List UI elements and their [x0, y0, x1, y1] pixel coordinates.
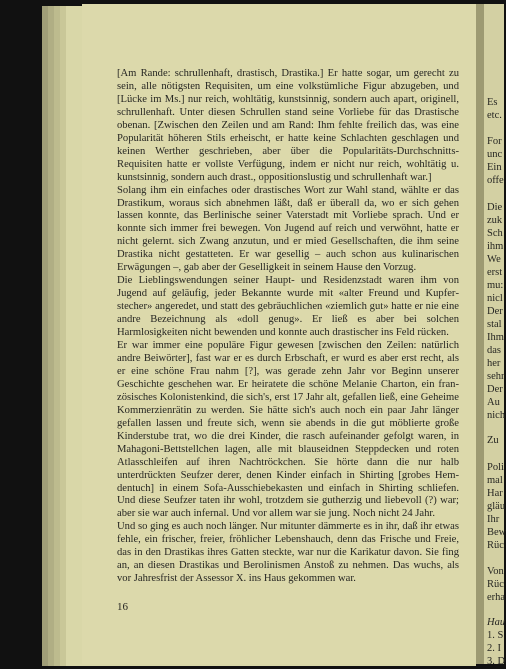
right-page-fragment: Bew — [487, 527, 506, 538]
right-page-fragment: 1. S — [487, 630, 504, 641]
paragraph: Und so ging es auch noch länger. Nur mitunter dämmerte es in ihr, daß ihr etwas fehle, ein frischer, freier, fröhlicher Lebenshauch, denn das Frische und Freie, das in den Drastikas ihres Gatten steckte, war nur die Karikatur davon. Sie fing an, an diesen Drastikas und Berolinismen Anstoß zu nehmen. Das wuchs, als vor Jahresfrist der Assessor X. ins Haus gekommen war. — [117, 521, 459, 585]
book-page-left — [82, 4, 484, 664]
right-page-fragment: Der — [487, 384, 503, 395]
right-page-fragment: unc — [487, 149, 503, 160]
book-page-right — [484, 4, 506, 667]
right-page-fragment: erha — [487, 592, 506, 603]
paragraph: [Am Rande: schrullenhaft, drastisch, Drastika.] Er hatte sogar, um gerecht zu sein, alle nötigsten Requisiten, um eine volkstümliche Figur abzugeben, und [Lücke im Ms.] nur reich, wohltätig, kunstsinnig, sondern auch apart, originell, schrullenhaft. Unter diesen Schrullen stand seine Vorliebe für das Drastische obenan. [Zwischen den Zeilen und am Rand: Ihm fehlte freilich das, was eine Popularität höheren Stils erheischt, er hatte keine Schlachten geschlagen und keinen Werther geschrieben, aber über die Popularitäts-Durchschnitts-Requisiten hatte er vollste Verfügung, indem er nicht nur reich, wohltätig u. kunstsinnig, sondern auch drast., oppositionslustig und schrullenhaft war.] — [117, 68, 459, 183]
right-page-fragment: Es — [487, 97, 498, 108]
page-number: 16 — [117, 601, 128, 613]
right-page-fragment: Au — [487, 397, 500, 408]
right-page-fragment: her — [487, 358, 501, 369]
right-page-fragment: etc. — [487, 110, 502, 121]
right-page-fragment: sehr — [487, 371, 505, 382]
right-page-fragment: Hau — [487, 617, 506, 628]
right-page-fragment: nich — [487, 410, 506, 421]
paragraph: Die Lieblingswendungen seiner Haupt- und Residenzstadt waren ihm von Jugend auf geläufig, jeder Bekannte wurde mit «alter Freund und Kupferstecher» angeredet, und statt des gebräuchlichen «ziemlich gut» hatte er nie eine andre Bezeichnung als «doll genug». Er ließ es aber bei solchen Harmlosigkeiten nicht bewenden und konnte auch drastischer ins Feld rücken. — [117, 275, 459, 339]
right-page-fragment: Ihr — [487, 514, 500, 525]
right-page-fragment: Poli — [487, 462, 504, 473]
right-page-fragment: offe — [487, 175, 504, 186]
right-page-fragment: Die — [487, 202, 503, 213]
right-page-fragment: mal — [487, 475, 503, 486]
right-page-fragment: We — [487, 254, 501, 265]
right-page-fragment: mu: — [487, 280, 504, 291]
right-page-fragment: nicl — [487, 293, 503, 304]
right-page-fragment: For — [487, 136, 502, 147]
right-page-fragment: Ihm — [487, 332, 504, 343]
right-page-fragment: ihm — [487, 241, 504, 252]
right-page-fragment: erst — [487, 267, 503, 278]
right-page-fragment: Har — [487, 488, 503, 499]
book-gutter — [476, 4, 484, 664]
right-page-fragment: zuk — [487, 215, 503, 226]
right-page-fragment: Zu — [487, 435, 499, 446]
right-page-fragment: Rüc — [487, 579, 504, 590]
right-page-fragment: das — [487, 345, 501, 356]
right-page-fragment: Der — [487, 306, 503, 317]
paragraph: Er war immer eine populäre Figur gewesen [zwischen den Zeilen: natürlich andre Beiwörter], fast war er es durch Erbschaft, er wurd es aber erst recht, als er eine schöne Frau nahm [?], was gerade zehn Jahr vor Beginn unserer Geschichte geschehen war. Er heiratete die schöne Melanie Charton, ein französisches Kolonistenkind, die sich's, erst 17 Jahr alt, gefallen ließ, eine Geheime Kommerzienrätin zu werden. Sie hätte sich's auch noch ein paar Jahr länger gefallen lassen und freute sich, wenn sie abends in die gut möblierte große Kinderstube trat, wo die drei Kinder, die rasch aufeinander gefolgt waren, in Mahagoni-Bettstellchen lagen, alle mit blauseidnen Steppdecken und roten Atlasschleifen auf ihren Nachtröckchen. Sie hörte dann die nur halb unterdrückten Seufzer derer, denen Kinder einfach in Shirting [grobes Hemdentuch] in einem Sofa-Ausschiebekasten und einfach in Shirting schliefen. Und diese Seufzer taten ihr wohl, trotzdem sie gutherzig und liebevoll (?) war; aber sie war auch infernal. Und vor allem war sie jung. Noch nicht 24 Jahr. — [117, 340, 459, 520]
right-page-fragment: Ein — [487, 162, 502, 173]
right-page-fragment: 2. I — [487, 643, 501, 654]
right-page-fragment: Sch — [487, 228, 503, 239]
right-page-fragment: 3. D — [487, 656, 506, 667]
right-page-fragment: stal — [487, 319, 502, 330]
right-page-fragment: Von — [487, 566, 504, 577]
right-page-fragment: Rüc — [487, 540, 504, 551]
right-page-fragment: gläu — [487, 501, 506, 512]
body-text — [117, 68, 459, 586]
paragraph: Solang ihm ein einfaches oder drastisches Wort zur Wahl stand, wählte er das Drastikum, woraus sich abnehmen läßt, daß er überall da, wo er sich gehen lassen konnte, das Berlinische seiner Vaterstadt mit Vorliebe sprach. Und er konnte sich immer frei bewegen. Von Jugend auf reich und verwöhnt, hatte er nicht gelernt. sich Zwang anzutun, und er mied Gesellschaften, die ihm seine Drastika nicht gestatteten. Er war gesellig – auch schon aus kulinarischen Erwägungen –, gab aber der Geselligkeit in seinem Hause den Vorzug. — [117, 184, 459, 274]
